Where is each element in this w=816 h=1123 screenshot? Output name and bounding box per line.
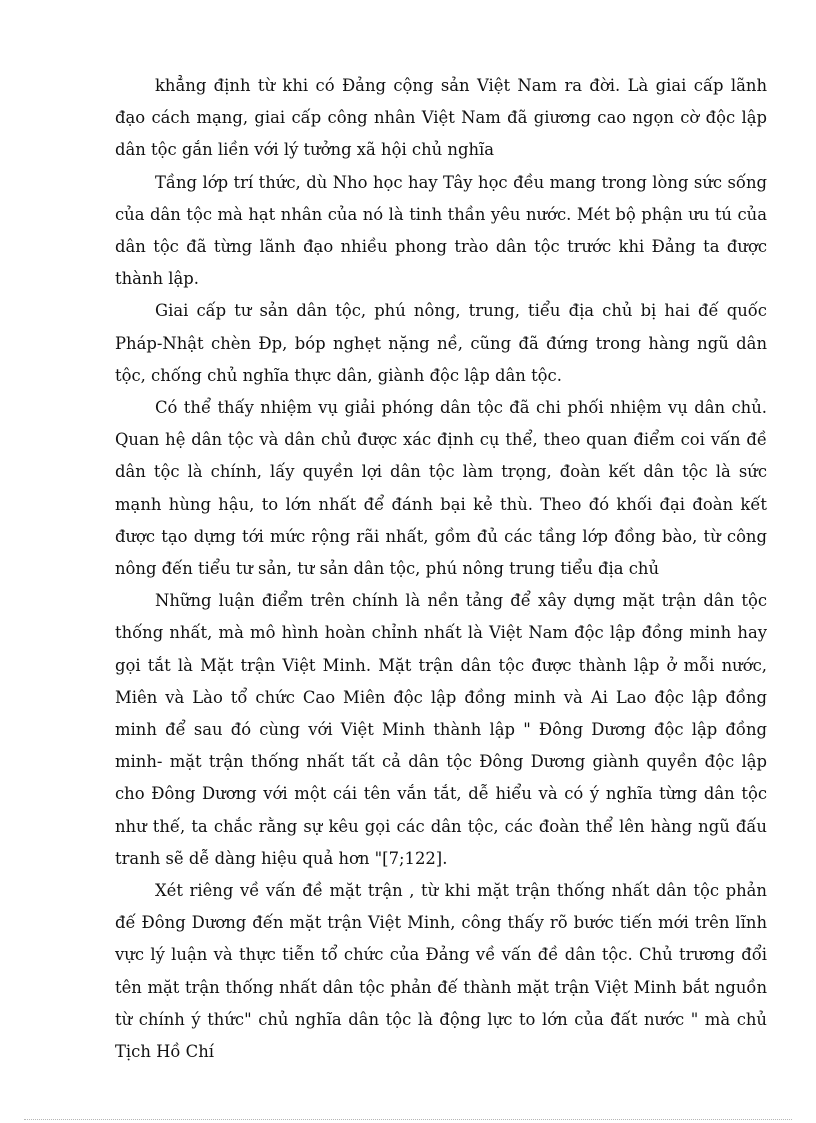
paragraph-5: Những luận điểm trên chính là nền tảng để xây dựng mặt trận dân tộc thống nhất, mà mô hình hoàn chỉnh nhất là Việt Nam độc lập đồng minh hay gọi tắt là Mặt trận Việt Minh. Mặt trận dân tộc được thành lập ở mỗi nước, Miên và Lào tổ chức Cao Miên độc lập đồng minh và Ai Lao độc lập đồng minh để sau đó cùng với Việt Minh thành lập " Đông Dương độc lập đồng minh- mặt trận thống nhất tất cả dân tộc Đông Dương giành quyền độc lập cho Đông Dương với một cái tên vắn tắt, dễ hiểu và có ý nghĩa từng dân tộc như thế, ta chắc rằng sự kêu gọi các dân tộc, các đoàn thể lên hàng ngũ đấu tranh sẽ dễ dàng hiệu quả hơn "[7;122]. xyxy=(115,591,767,868)
paragraph-6: Xét riêng về vấn đề mặt trận , từ khi mặt trận thống nhất dân tộc phản đế Đông Dương đến mặt trận Việt Minh, công thấy rõ bước tiến mới trên lĩnh vực lý luận và thực tiễn tổ chức của Đảng về vấn đề dân tộc. Chủ trương đổi tên mặt trận thống nhất dân tộc phản đế thành mặt trận Việt Minh bắt nguồn từ chính ý thức" chủ nghĩa dân tộc là động lực to lớn của đất nước " mà chủ Tịch Hồ Chí xyxy=(115,881,767,1062)
paragraph-1: khẳng định từ khi có Đảng cộng sản Việt Nam ra đời. Là giai cấp lãnh đạo cách mạng, giai cấp công nhân Việt Nam đã giương cao ngọn cờ độc lập dân tộc gắn liền với lý tưởng xã hội chủ nghĩa xyxy=(115,76,767,160)
paragraph-2: Tầng lớp trí thức, dù Nho học hay Tây học đều mang trong lòng sức sống của dân tộc mà hạt nhân của nó là tinh thần yêu nước. Mét bộ phận ưu tú của dân tộc đã từng lãnh đạo nhiều phong trào dân tộc trước khi Đảng ta được thành lập. xyxy=(115,172,767,289)
paragraph-4: Có thể thấy nhiệm vụ giải phóng dân tộc đã chi phối nhiệm vụ dân chủ. Quan hệ dân tộc và dân chủ được xác định cụ thể, theo quan điểm coi vấn đề dân tộc là chính, lấy quyền lợi dân tộc làm trọng, đoàn kết dân tộc là sức mạnh hùng hậu, to lớn nhất để đánh bại kẻ thù. Theo đó khối đại đoàn kết được tạo dựng tới mức rộng rãi nhất, gồm đủ các tầng lớp đồng bào, từ công nông đến tiểu tư sản, tư sản dân tộc, phú nông trung tiểu địa chủ xyxy=(115,398,767,579)
paragraph-3: Giai cấp tư sản dân tộc, phú nông, trung, tiểu địa chủ bị hai đế quốc Pháp-Nhật chèn Ðp, bóp nghẹt nặng nề, cũng đã đứng trong hàng ngũ dân tộc, chống chủ nghĩa thực dân, giành độc lập dân tộc. xyxy=(115,301,767,385)
document-body xyxy=(115,70,767,1068)
page-bottom-rule xyxy=(24,1119,792,1120)
